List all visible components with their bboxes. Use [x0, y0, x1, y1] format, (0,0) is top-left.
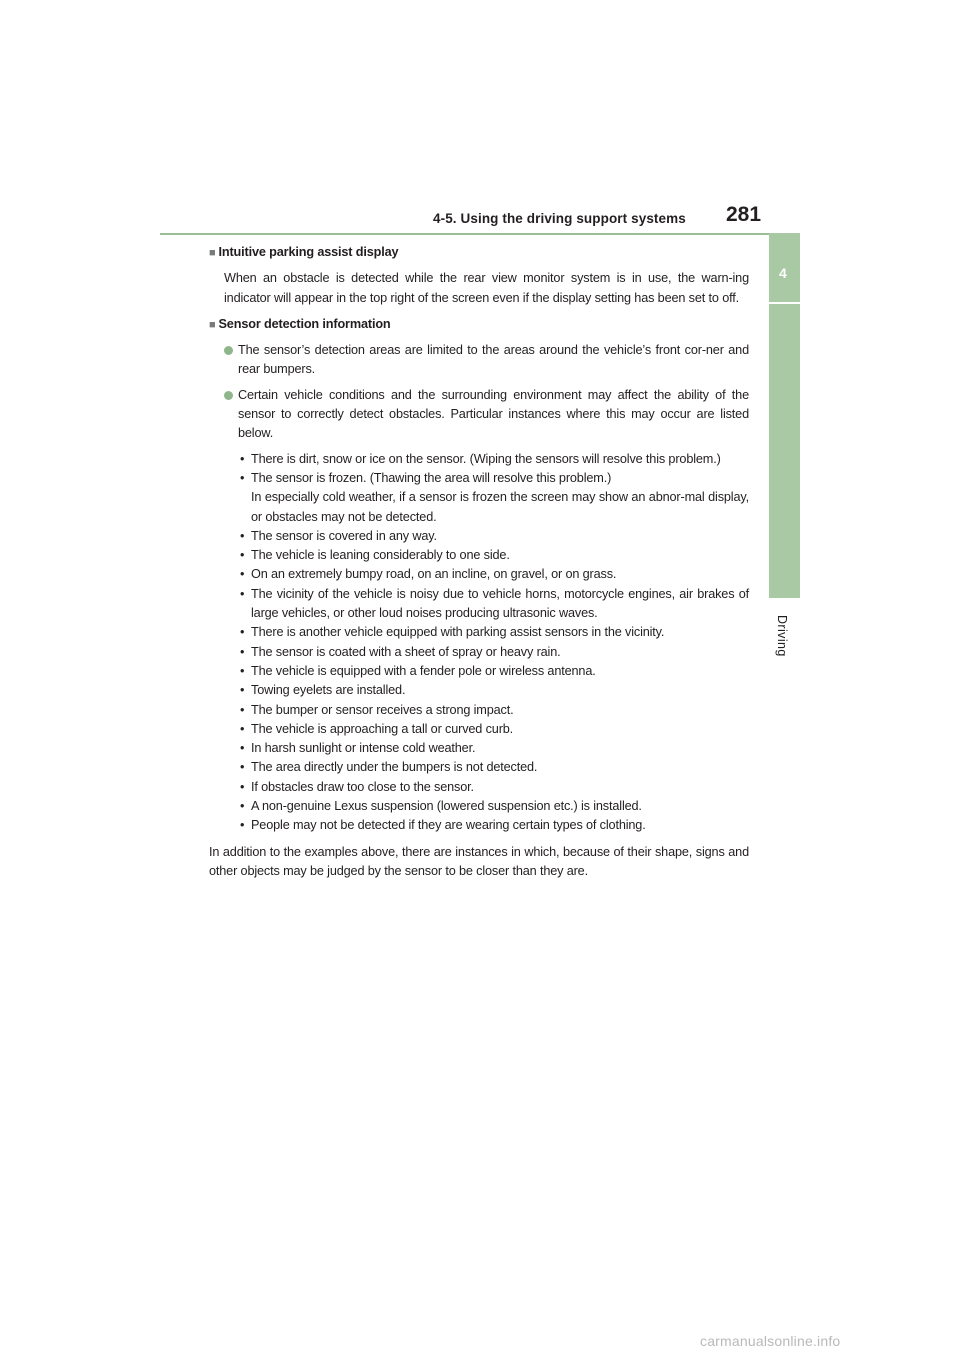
list-item [238, 701, 749, 720]
header-divider [160, 233, 800, 235]
list-item-text: The bumper or sensor receives a strong impact. [251, 702, 514, 717]
dot-item [224, 386, 749, 444]
list-item [238, 681, 749, 700]
chapter-tab [769, 233, 800, 598]
circle-bullet-icon [224, 391, 233, 400]
dot-item [224, 341, 749, 380]
bullet-mark: • [240, 625, 245, 640]
bullet-mark: • [240, 818, 245, 833]
bullet-mark: • [240, 470, 245, 485]
section-sensor-detection [209, 315, 749, 836]
dot-item-text: Certain vehicle conditions and the surrounding environment may affect the ability of the sensor to correctly detect obstacles. Particular instances where this may occur are listed below. [238, 387, 749, 441]
list-item-text: If obstacles draw too close to the sensor. [251, 779, 474, 794]
list-item-text: The sensor is covered in any way. [251, 528, 437, 543]
square-bullet-icon: ■ [209, 318, 216, 331]
bullet-mark: • [240, 702, 245, 717]
list-item-text: There is dirt, snow or ice on the sensor. (Wiping the sensors will resolve this problem.) [251, 451, 721, 466]
section-heading [209, 243, 749, 263]
condition-list [224, 450, 749, 836]
list-item [238, 778, 749, 797]
list-item-note: In especially cold weather, if a sensor is frozen the screen may show an abnor-mal display, or obstacles may not be detected. [251, 490, 749, 524]
list-item [238, 450, 749, 469]
section-heading-text: Intuitive parking assist display [218, 245, 399, 259]
bullet-mark: • [240, 721, 245, 736]
square-bullet-icon: ■ [209, 247, 216, 259]
circle-bullet-icon [224, 346, 233, 355]
list-item-text: The sensor is coated with a sheet of spray or heavy rain. [251, 644, 561, 659]
closing-paragraph: In addition to the examples above, there are instances in which, because of their shape, signs and other objects may be judged by the sensor to be closer than they are. [209, 844, 749, 878]
bullet-mark: • [240, 548, 245, 563]
list-item [238, 662, 749, 681]
list-item [238, 739, 749, 758]
list-item-text: In harsh sunlight or intense cold weather. [251, 741, 476, 756]
list-item [238, 758, 749, 777]
bullet-mark: • [240, 799, 245, 814]
bullet-mark: • [240, 741, 245, 756]
list-item [238, 469, 749, 527]
list-item-text: The sensor is frozen. (Thawing the area will resolve this problem.) [251, 470, 612, 485]
section-parking-assist-display [209, 243, 749, 308]
bullet-mark: • [240, 760, 245, 775]
bullet-mark: • [240, 779, 245, 794]
dot-item-text: The sensor’s detection areas are limited to the areas around the vehicle’s front cor-ner and rear bumpers. [238, 343, 749, 377]
section-heading-text: Sensor detection information [218, 316, 391, 331]
list-item-text: The vehicle is equipped with a fender pole or wireless antenna. [251, 663, 596, 678]
list-item [238, 797, 749, 816]
list-item-text: The vehicle is approaching a tall or curved curb. [251, 721, 514, 736]
list-item [238, 546, 749, 565]
section-heading [209, 315, 749, 335]
list-item-text: The vicinity of the vehicle is noisy due to vehicle horns, motorcycle engines, air brakes of large vehicles, or other loud noises producing ultrasonic waves. [251, 586, 749, 621]
list-item-text: The vehicle is leaning considerably to one side. [251, 548, 510, 563]
list-item [238, 585, 749, 624]
chapter-tab-label: Driving [775, 615, 789, 657]
list-item [238, 643, 749, 662]
list-item [238, 816, 749, 835]
bullet-mark: • [240, 683, 245, 698]
list-item [238, 527, 749, 546]
list-item-text: The area directly under the bumpers is not detected. [251, 760, 538, 775]
bullet-mark: • [240, 644, 245, 659]
list-item-text: A non-genuine Lexus suspension (lowered suspension etc.) is installed. [251, 799, 642, 814]
bullet-mark: • [240, 663, 245, 678]
list-item-text: Towing eyelets are installed. [251, 683, 406, 698]
bullet-mark: • [240, 528, 245, 543]
bullet-mark: • [240, 586, 245, 601]
chapter-tab-number: 4 [779, 265, 787, 281]
bullet-mark: • [240, 567, 245, 582]
list-item-text: On an extremely bumpy road, on an incline, on gravel, or on grass. [251, 567, 617, 582]
list-item [238, 623, 749, 642]
list-item [238, 720, 749, 739]
header-section-title: 4-5. Using the driving support systems [433, 211, 686, 226]
list-item [238, 565, 749, 584]
section-paragraph: When an obstacle is detected while the rear view monitor system is in use, the warn-ing indicator will appear in the top right of the screen even if the display setting has been set to off. [224, 271, 749, 305]
bullet-mark: • [240, 451, 245, 466]
watermark: carmanualsonline.info [700, 1333, 841, 1349]
list-item-text: People may not be detected if they are wearing certain types of clothing. [251, 818, 646, 833]
list-item-text: There is another vehicle equipped with parking assist sensors in the vicinity. [251, 625, 665, 640]
page-content [209, 243, 749, 894]
page-number: 281 [726, 203, 762, 226]
chapter-tab-divider [769, 302, 800, 304]
